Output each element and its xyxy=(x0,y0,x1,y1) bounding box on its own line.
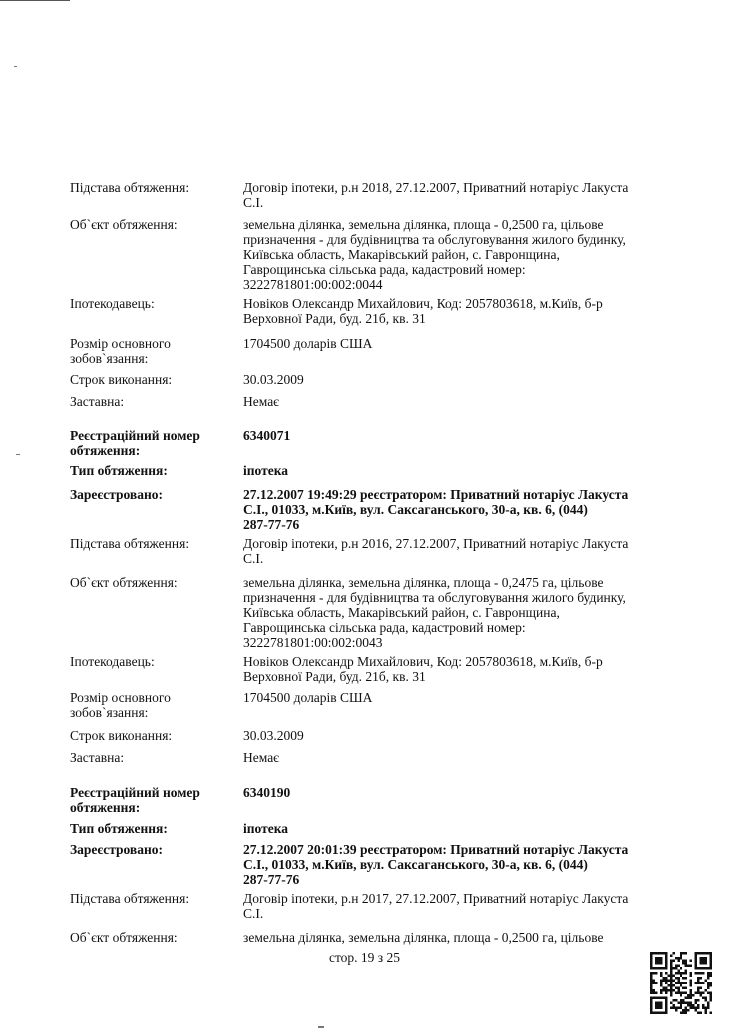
field-value-line: 1704500 доларів США xyxy=(243,336,373,351)
field-value xyxy=(243,394,698,409)
field-value-line: С.І. xyxy=(243,906,264,921)
field-label: Об`єкт обтяження: xyxy=(70,930,178,945)
scan-speck xyxy=(16,454,20,455)
field-value-line: земельна ділянка, земельна ділянка, площа - 0,2475 га, цільове xyxy=(243,575,604,590)
field-value-line: 6340190 xyxy=(243,785,291,800)
field-value-line: земельна ділянка, земельна ділянка, площа - 0,2500 га, цільове xyxy=(243,930,604,945)
qr-code-icon xyxy=(650,952,712,1014)
field-value xyxy=(243,296,698,326)
field-value xyxy=(243,690,698,705)
field-value xyxy=(243,487,698,532)
field-value xyxy=(243,930,698,945)
field-value-line: Київська область, Макарівський район, с. Гавронщина, xyxy=(243,605,560,620)
scan-edge-line xyxy=(0,0,70,1)
field-value-line: Верховної Ради, буд. 21б, кв. 31 xyxy=(243,669,426,684)
field-value-line: Гаврощинська сільська рада, кадастровий номер: xyxy=(243,262,526,277)
field-value xyxy=(243,728,698,743)
field-value-line: Договір іпотеки, р.н 2018, 27.12.2007, Приватний нотаріус Лакуста xyxy=(243,180,629,195)
field-value-line: 27.12.2007 19:49:29 реєстратором: Приватний нотаріус Лакуста xyxy=(243,487,629,502)
field-value-line: 6340071 xyxy=(243,428,291,443)
field-value-line: 287-77-76 xyxy=(243,872,300,887)
field-value xyxy=(243,785,698,800)
field-label: Підстава обтяження: xyxy=(70,180,190,195)
field-value-line: 1704500 доларів США xyxy=(243,690,373,705)
field-value-line: Гаврощинська сільська рада, кадастровий номер: xyxy=(243,620,526,635)
field-value-line: Немає xyxy=(243,394,279,409)
field-label: Підстава обтяження: xyxy=(70,536,190,551)
field-value xyxy=(243,575,698,650)
field-value-line: 30.03.2009 xyxy=(243,728,304,743)
field-label: Строк виконання: xyxy=(70,728,173,743)
field-value xyxy=(243,750,698,765)
field-value xyxy=(243,842,698,887)
field-value xyxy=(243,891,698,921)
field-value-line: 30.03.2009 xyxy=(243,372,304,387)
field-value-line: призначення - для будівництва та обслуговування жилого будинку, xyxy=(243,232,626,247)
field-value-line: призначення - для будівництва та обслуговування жилого будинку, xyxy=(243,590,626,605)
field-label: Підстава обтяження: xyxy=(70,891,190,906)
field-value xyxy=(243,654,698,684)
field-label: Об`єкт обтяження: xyxy=(70,217,178,232)
field-label: Зареєстровано: xyxy=(70,487,163,502)
field-value xyxy=(243,180,698,210)
field-label: Заставна: xyxy=(70,394,125,409)
field-value-line: Київська область, Макарівський район, с. Гавронщина, xyxy=(243,247,560,262)
field-label: Об`єкт обтяження: xyxy=(70,575,178,590)
field-value-line: 3222781801:00:002:0043 xyxy=(243,635,383,650)
field-value-line: земельна ділянка, земельна ділянка, площа - 0,2500 га, цільове xyxy=(243,217,604,232)
field-value xyxy=(243,428,698,443)
field-label: Розмір основного зобов`язання: xyxy=(70,690,171,720)
field-value-line: 3222781801:00:002:0044 xyxy=(243,277,383,292)
field-value-line: Новіков Олександр Михайлович, Код: 2057803618, м.Київ, б-р xyxy=(243,296,603,311)
field-value xyxy=(243,536,698,566)
field-label: Реєстраційний номер обтяження: xyxy=(70,785,200,815)
field-value-line: Договір іпотеки, р.н 2016, 27.12.2007, Приватний нотаріус Лакуста xyxy=(243,536,629,551)
field-value-line: Немає xyxy=(243,750,279,765)
field-label: Строк виконання: xyxy=(70,372,173,387)
scan-speck xyxy=(14,66,17,67)
field-label: Реєстраційний номер обтяження: xyxy=(70,428,200,458)
field-label: Іпотекодавець: xyxy=(70,296,155,311)
field-value-line: С.І. xyxy=(243,195,264,210)
field-value xyxy=(243,336,698,351)
field-value-line: Верховної Ради, буд. 21б, кв. 31 xyxy=(243,311,426,326)
page-number: стор. 19 з 25 xyxy=(328,950,401,965)
field-value-line: іпотека xyxy=(243,821,289,836)
field-value-line: С.І., 01033, м.Київ, вул. Саксаганського, 30-а, кв. 6, (044) xyxy=(243,857,588,872)
field-value-line: Договір іпотеки, р.н 2017, 27.12.2007, Приватний нотаріус Лакуста xyxy=(243,891,629,906)
field-value xyxy=(243,821,698,836)
field-label: Іпотекодавець: xyxy=(70,654,155,669)
field-value-line: Новіков Олександр Михайлович, Код: 2057803618, м.Київ, б-р xyxy=(243,654,603,669)
field-value-line: 287-77-76 xyxy=(243,517,300,532)
field-value-line: С.І., 01033, м.Київ, вул. Саксаганського, 30-а, кв. 6, (044) xyxy=(243,502,588,517)
field-label: Тип обтяження: xyxy=(70,821,168,836)
scan-speck xyxy=(318,1026,324,1028)
field-value xyxy=(243,463,698,478)
field-label: Тип обтяження: xyxy=(70,463,168,478)
field-label: Зареєстровано: xyxy=(70,842,163,857)
field-value-line: 27.12.2007 20:01:39 реєстратором: Приватний нотаріус Лакуста xyxy=(243,842,629,857)
field-label: Заставна: xyxy=(70,750,125,765)
field-value xyxy=(243,217,698,292)
field-label: Розмір основного зобов`язання: xyxy=(70,336,171,366)
field-value xyxy=(243,372,698,387)
field-value-line: іпотека xyxy=(243,463,289,478)
field-value-line: С.І. xyxy=(243,551,264,566)
